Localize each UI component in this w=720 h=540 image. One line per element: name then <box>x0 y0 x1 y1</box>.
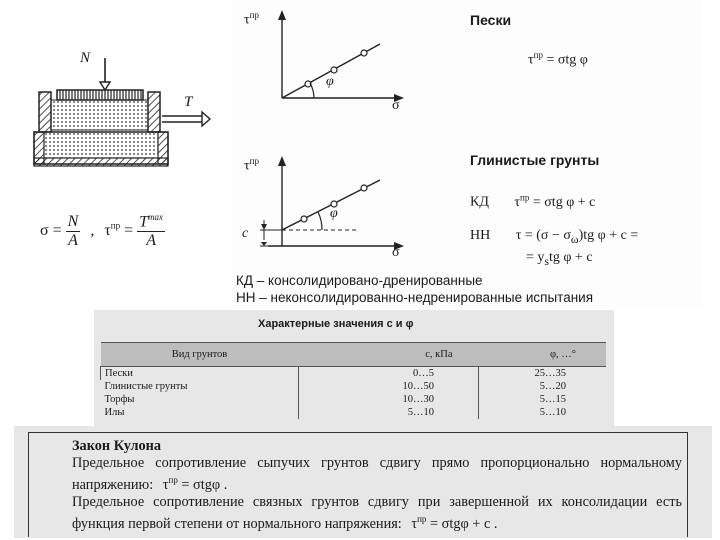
table-cell: Торфы <box>104 394 135 405</box>
test-point <box>361 185 367 191</box>
law-paragraph-2: Предельное сопротивление связных грунтов сдвигу при завершенной их консолидации есть функция первой степени от нормального напряжения: $\tau^{пр} = \sigma tg\varphi + c$ . <box>72 493 682 532</box>
table-cell: 0…5 <box>299 367 479 381</box>
table-cell: Пески <box>105 368 133 379</box>
nn-formula: $\tau = (\sigma - \sigma_\omega)tg$ φ + c = <box>515 228 639 246</box>
kd-label: КД <box>470 194 489 210</box>
clay-graph-svg <box>238 150 408 262</box>
table-cell: 10…50 <box>299 380 479 393</box>
kd-formula-row <box>470 192 595 211</box>
shear-box-diagram <box>20 36 215 176</box>
stress-formulas: σ = $\frac{N}{A}$ , $\tau^{пр}$ = $T^{max}$ A <box>40 212 164 250</box>
column-header: c, кПа <box>425 349 453 360</box>
clay-shear-graph <box>238 150 408 262</box>
nn-formula-row <box>470 228 638 246</box>
legend-kd: КД – консолидировано-дренированные <box>236 273 483 288</box>
sand-shear-graph <box>238 6 408 114</box>
shear-force-label: T <box>184 94 193 110</box>
test-point <box>301 216 307 222</box>
table-row <box>101 406 607 419</box>
sand-graph-svg <box>238 6 408 114</box>
clay-angle-label: φ <box>330 206 338 221</box>
clay-y-axis-label: $\tau^{пр}$ <box>244 156 259 174</box>
characteristic-values-table <box>100 342 606 419</box>
table-header-row <box>101 343 607 367</box>
sand-angle-label: φ <box>326 74 334 89</box>
table-cell: Глинистые грунты <box>104 381 188 392</box>
table-cell: Илы <box>104 407 125 418</box>
sand-x-axis-label: σ <box>392 98 400 113</box>
law-paragraph-1: Предельное сопротивление сыпучих грунтов сдвигу прямо пропорционально нормальному напряжению: $\tau^{пр} = \sigma tg\varphi$ . <box>72 455 682 493</box>
lower-box-bottom <box>34 158 168 166</box>
cohesion-label: c <box>242 226 249 241</box>
legend-nn: НН – неконсолидированно-недренированные испытания <box>236 290 594 305</box>
table-row <box>101 367 607 381</box>
angle-arc <box>310 83 314 98</box>
column-header: Вид грунтов <box>171 349 228 360</box>
clays-title: Глинистые грунты <box>470 152 600 168</box>
nn-formula-line2: = $y_stg$ φ + c <box>526 250 593 268</box>
sands-title: Пески <box>470 12 512 28</box>
sigma-formula: σ = $\frac{N}{A}$ <box>40 212 79 249</box>
test-point <box>361 50 367 56</box>
table-row <box>101 380 607 393</box>
table-cell: 5…15 <box>479 393 607 406</box>
kd-formula: $\tau^{пр} = \sigma tg$ φ + c <box>514 192 596 210</box>
normal-force-label: N <box>80 50 91 66</box>
table-caption: Характерные значения c и φ <box>258 318 414 330</box>
table-cell: 10…30 <box>299 393 479 406</box>
law-title: Закон Кулона <box>72 438 162 454</box>
table-cell: 5…10 <box>479 406 607 419</box>
load-plate <box>57 90 143 100</box>
upper-ring-right-wall <box>148 92 160 132</box>
clay-x-axis-label: σ <box>392 245 400 260</box>
sands-formula: $\tau^{пр} = \sigma tg$ φ <box>528 50 588 68</box>
upper-ring-left-wall <box>39 92 51 132</box>
angle-arc <box>318 212 322 230</box>
coulomb-law-panel <box>14 426 712 538</box>
table-row <box>101 393 607 406</box>
column-header: φ, …° <box>549 349 576 360</box>
nn-label: НН <box>470 228 491 243</box>
test-point <box>331 67 337 73</box>
soil-sample <box>51 100 148 130</box>
characteristic-values-panel <box>94 310 614 426</box>
table-cell: 5…10 <box>299 406 479 419</box>
sand-y-axis-label: $\tau^{пр}$ <box>244 10 259 28</box>
table-cell: 5…20 <box>479 380 607 393</box>
table-cell: 25…35 <box>479 367 607 381</box>
tau-formula: $\tau^{пр}$ = $T^{max}$ A <box>104 212 164 250</box>
